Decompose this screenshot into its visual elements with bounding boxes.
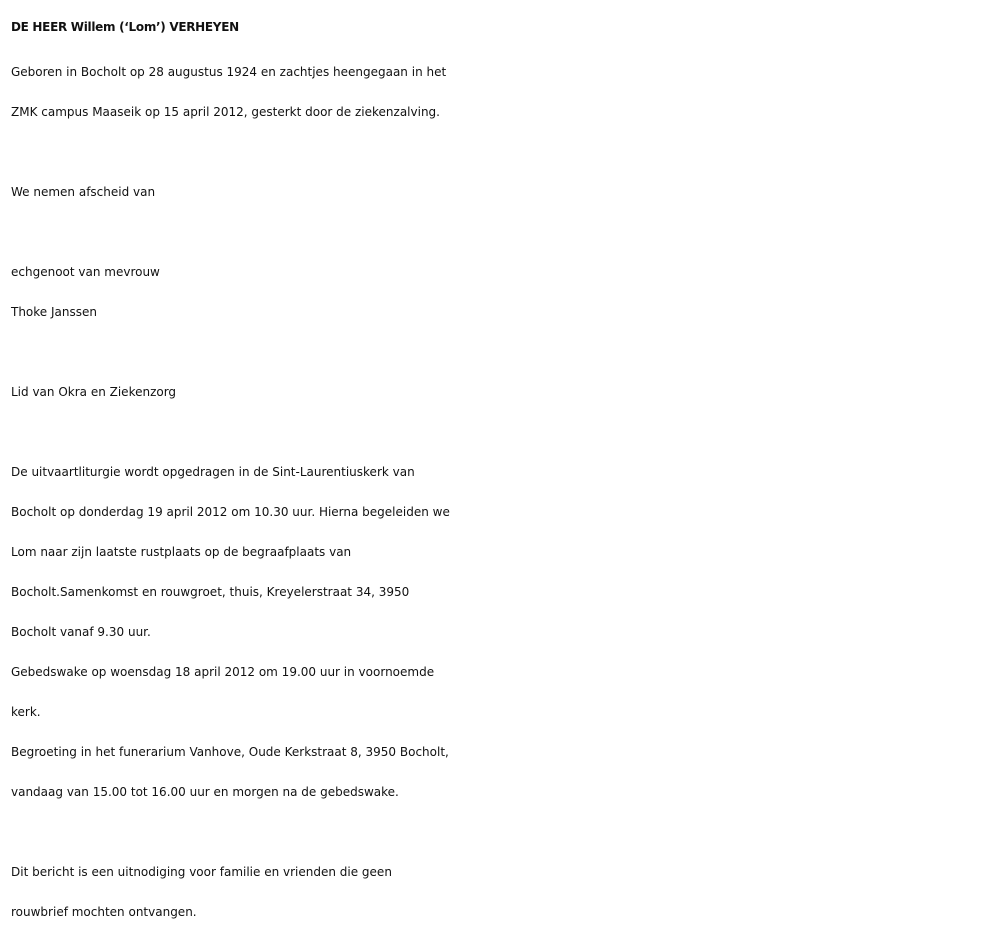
funeral-line: Bocholt op donderdag 19 april 2012 om 10.30 uur. Hierna begeleiden we [11, 505, 450, 519]
vigil-line: Gebedswake op woensdag 18 april 2012 om 19.00 uur in voornoemde [11, 665, 435, 679]
spouse-name: Thoke Janssen [11, 305, 97, 319]
death-notice [11, 2, 993, 932]
membership-line: Lid van Okra en Ziekenzorg [11, 385, 177, 399]
funeral-line: Bocholt.Samenkomst en rouwgroet, thuis, Kreyelerstraat 34, 3950 [11, 585, 410, 599]
notice-title: DE HEER Willem (‘Lom’) VERHEYEN [11, 20, 239, 34]
paragraph-gap [11, 412, 993, 452]
closing-line: rouwbrief mochten ontvangen. [11, 905, 197, 919]
funeral-line: Bocholt vanaf 9.30 uur. [11, 625, 151, 639]
funeral-paragraph [11, 452, 993, 812]
visitation-line: Begroeting in het funerarium Vanhove, Oude Kerkstraat 8, 3950 Bocholt, [11, 745, 449, 759]
farewell-line: We nemen afscheid van [11, 185, 156, 199]
vigil-line: kerk. [11, 705, 41, 719]
closing-paragraph [11, 852, 993, 932]
spouse-line: echgenoot van mevrouw [11, 265, 160, 279]
funeral-line: De uitvaartliturgie wordt opgedragen in de Sint-Laurentiuskerk van [11, 465, 415, 479]
paragraph-gap [11, 812, 993, 852]
intro-line: Geboren in Bocholt op 28 augustus 1924 en zachtjes heengegaan in het [11, 65, 447, 79]
intro-line: ZMK campus Maaseik op 15 april 2012, gesterkt door de ziekenzalving. [11, 105, 440, 119]
paragraph-gap [11, 332, 993, 372]
funeral-line: Lom naar zijn laatste rustplaats op de begraafplaats van [11, 545, 352, 559]
intro-paragraph [11, 52, 993, 132]
visitation-line: vandaag van 15.00 tot 16.00 uur en morgen na de gebedswake. [11, 785, 399, 799]
paragraph-gap [11, 132, 993, 172]
paragraph-gap [11, 212, 993, 252]
spouse-paragraph [11, 252, 993, 332]
closing-line: Dit bericht is een uitnodiging voor familie en vrienden die geen [11, 865, 392, 879]
